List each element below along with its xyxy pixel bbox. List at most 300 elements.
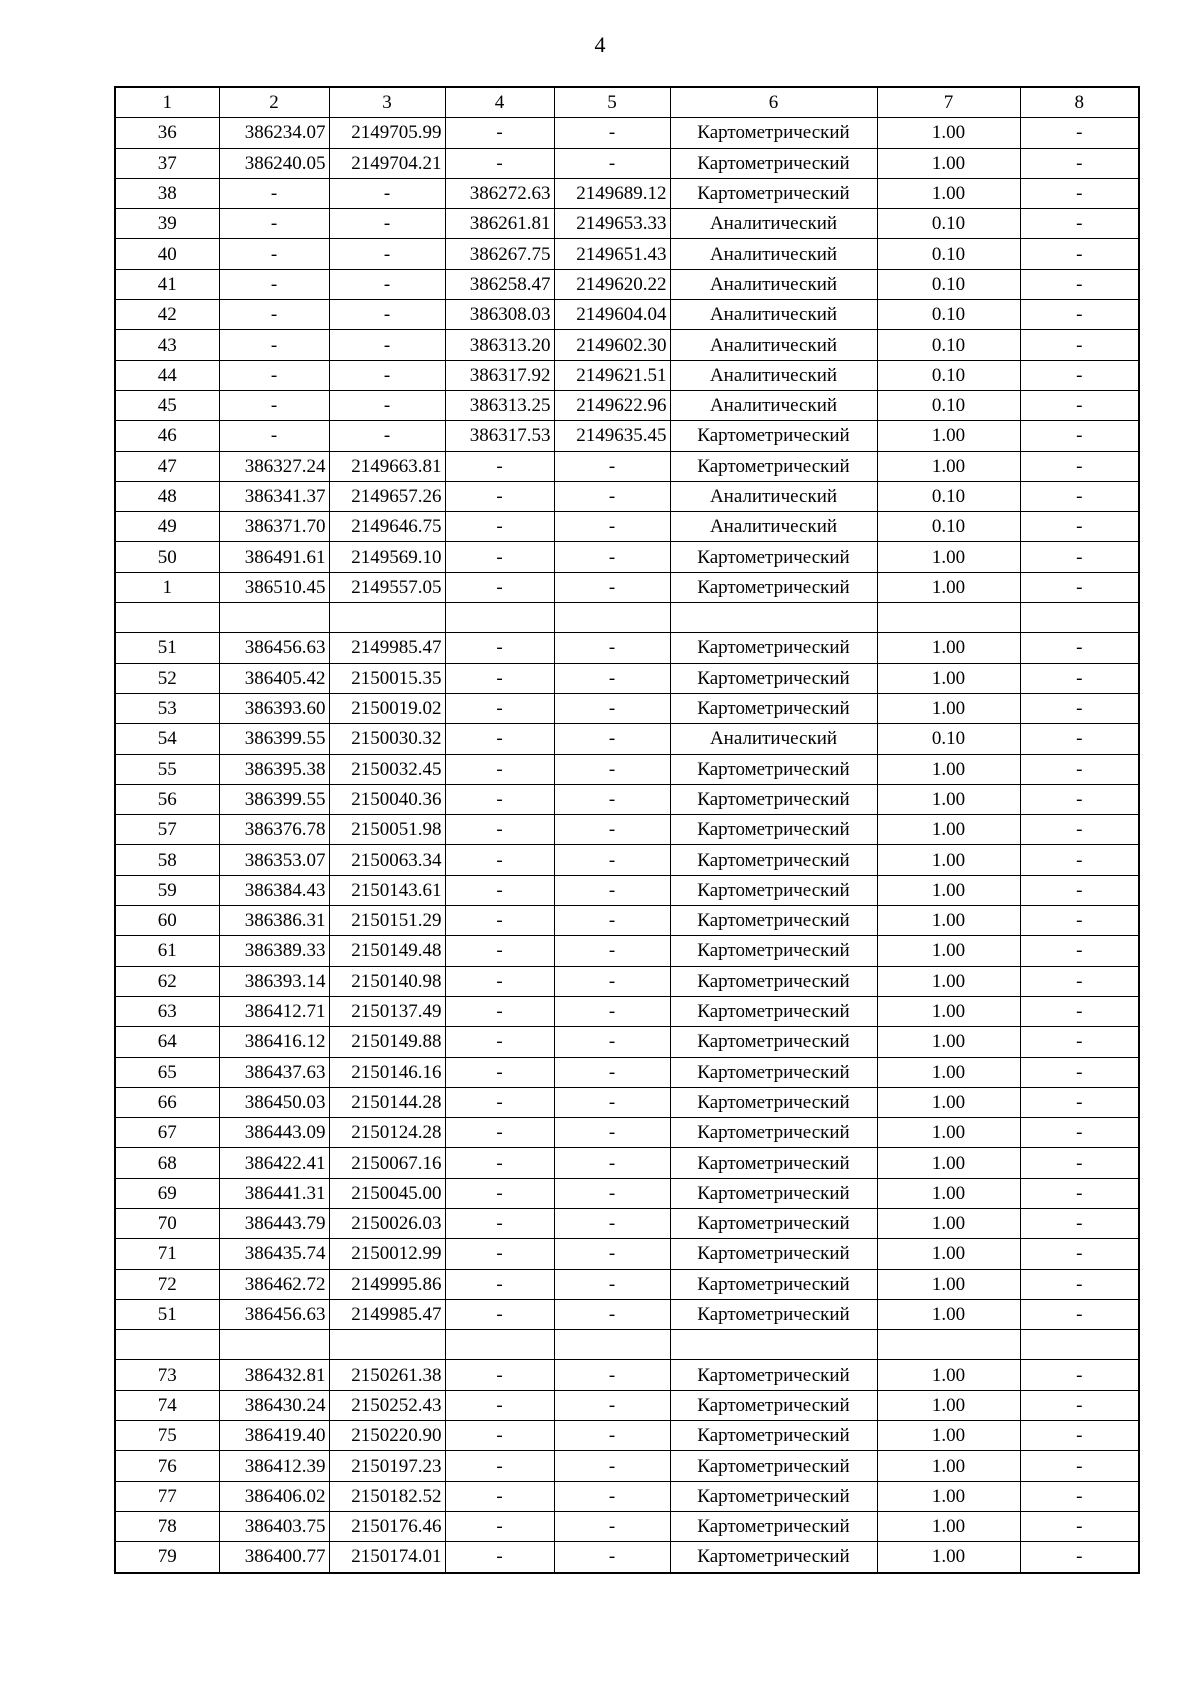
table-cell: -	[1020, 269, 1139, 299]
table-cell: Картометрический	[670, 936, 877, 966]
table-cell: -	[554, 1087, 670, 1117]
table-cell: 386240.05	[219, 148, 329, 178]
table-row	[115, 1148, 1139, 1178]
table-cell	[554, 1330, 670, 1360]
table-cell: Аналитический	[670, 300, 877, 330]
table-cell: -	[1020, 996, 1139, 1026]
table-cell	[554, 603, 670, 633]
table-cell: 386376.78	[219, 815, 329, 845]
table-cell: Картометрический	[670, 178, 877, 208]
table-cell: -	[554, 1360, 670, 1390]
table-cell: 53	[115, 693, 219, 723]
column-header: 6	[670, 87, 877, 118]
table-cell	[329, 603, 445, 633]
table-cell: -	[554, 1239, 670, 1269]
table-cell: Картометрический	[670, 754, 877, 784]
table-row	[115, 1057, 1139, 1087]
table-body	[115, 87, 1139, 1573]
table-cell: 386384.43	[219, 875, 329, 905]
table-cell: 2150176.46	[329, 1511, 445, 1541]
table-cell: 76	[115, 1451, 219, 1481]
table-cell: -	[554, 1299, 670, 1329]
table-cell: 0.10	[877, 300, 1020, 330]
table-cell: -	[554, 815, 670, 845]
table-cell	[445, 603, 554, 633]
table-cell: Картометрический	[670, 1542, 877, 1573]
table-cell: 1.00	[877, 1511, 1020, 1541]
table-row	[115, 815, 1139, 845]
table-cell: Аналитический	[670, 724, 877, 754]
table-row	[115, 239, 1139, 269]
table-cell: Картометрический	[670, 784, 877, 814]
table-cell: -	[554, 1208, 670, 1238]
table-cell: 2150174.01	[329, 1542, 445, 1573]
table-cell: 1.00	[877, 784, 1020, 814]
table-cell: -	[1020, 1087, 1139, 1117]
table-cell: -	[554, 512, 670, 542]
table-row	[115, 481, 1139, 511]
table-cell: -	[445, 906, 554, 936]
table-cell: 2150012.99	[329, 1239, 445, 1269]
table-cell: 1.00	[877, 663, 1020, 693]
table-cell: 386405.42	[219, 663, 329, 693]
table-cell: -	[329, 178, 445, 208]
table-cell: Картометрический	[670, 1148, 877, 1178]
table-cell: -	[445, 1299, 554, 1329]
table-cell: 2150019.02	[329, 693, 445, 723]
table-cell: -	[329, 269, 445, 299]
table-cell: 45	[115, 390, 219, 420]
table-cell: -	[219, 178, 329, 208]
table-cell: -	[554, 1511, 670, 1541]
table-cell: 2150143.61	[329, 875, 445, 905]
table-cell: 1.00	[877, 966, 1020, 996]
table-cell: -	[1020, 572, 1139, 602]
table-cell: 39	[115, 209, 219, 239]
table-cell: 386393.60	[219, 693, 329, 723]
table-cell: -	[1020, 1360, 1139, 1390]
table-row	[115, 118, 1139, 148]
table-cell: 50	[115, 542, 219, 572]
table-cell: -	[445, 754, 554, 784]
table-row	[115, 542, 1139, 572]
table-cell: 0.10	[877, 269, 1020, 299]
table-cell	[219, 1330, 329, 1360]
table-row	[115, 845, 1139, 875]
table-cell: 386313.20	[445, 330, 554, 360]
table-cell: 2150149.88	[329, 1027, 445, 1057]
table-row	[115, 1451, 1139, 1481]
table-header-row	[115, 87, 1139, 118]
table-cell: Картометрический	[670, 148, 877, 178]
table-cell: -	[554, 481, 670, 511]
table-cell: -	[445, 1148, 554, 1178]
table-cell: 2149604.04	[554, 300, 670, 330]
table-cell: 386462.72	[219, 1269, 329, 1299]
table-cell: -	[1020, 784, 1139, 814]
table-cell: Картометрический	[670, 542, 877, 572]
table-cell: Картометрический	[670, 1208, 877, 1238]
table-row	[115, 906, 1139, 936]
table-cell: -	[219, 390, 329, 420]
table-cell: Картометрический	[670, 906, 877, 936]
table-cell: -	[1020, 1390, 1139, 1420]
table-cell: 2149985.47	[329, 633, 445, 663]
table-cell: -	[1020, 300, 1139, 330]
table-row	[115, 451, 1139, 481]
table-cell: 44	[115, 360, 219, 390]
table-cell	[1020, 1330, 1139, 1360]
table-cell: -	[554, 936, 670, 966]
table-cell: 49	[115, 512, 219, 542]
table-cell: 64	[115, 1027, 219, 1057]
table-row	[115, 269, 1139, 299]
table-cell: -	[1020, 451, 1139, 481]
table-cell: -	[445, 693, 554, 723]
table-row	[115, 1269, 1139, 1299]
table-row	[115, 1087, 1139, 1117]
table-cell: 2149985.47	[329, 1299, 445, 1329]
table-row	[115, 1511, 1139, 1541]
table-cell: 2149569.10	[329, 542, 445, 572]
table-cell: -	[554, 118, 670, 148]
table-cell: -	[1020, 512, 1139, 542]
table-row	[115, 693, 1139, 723]
table-cell: 386432.81	[219, 1360, 329, 1390]
table-cell: 2149651.43	[554, 239, 670, 269]
table-cell: 36	[115, 118, 219, 148]
table-cell: Картометрический	[670, 1421, 877, 1451]
table-cell: -	[329, 421, 445, 451]
table-cell: Аналитический	[670, 360, 877, 390]
table-cell: 52	[115, 663, 219, 693]
table-cell: -	[1020, 421, 1139, 451]
table-cell: 2149557.05	[329, 572, 445, 602]
table-cell: -	[1020, 118, 1139, 148]
table-cell: -	[1020, 875, 1139, 905]
table-cell: -	[554, 1421, 670, 1451]
table-cell: 2150197.23	[329, 1451, 445, 1481]
table-row	[115, 148, 1139, 178]
table-row	[115, 572, 1139, 602]
table-cell: 2150220.90	[329, 1421, 445, 1451]
table-cell: -	[329, 360, 445, 390]
table-cell: 386317.53	[445, 421, 554, 451]
table-cell: 46	[115, 421, 219, 451]
table-cell: 43	[115, 330, 219, 360]
table-cell: -	[219, 421, 329, 451]
table-cell: Картометрический	[670, 663, 877, 693]
table-cell: -	[1020, 360, 1139, 390]
table-row	[115, 1542, 1139, 1573]
table-cell: 59	[115, 875, 219, 905]
table-cell: -	[445, 1057, 554, 1087]
table-cell: -	[1020, 1208, 1139, 1238]
table-cell: 386437.63	[219, 1057, 329, 1087]
table-cell: 386416.12	[219, 1027, 329, 1057]
table-cell: 2150063.34	[329, 845, 445, 875]
table-row	[115, 1421, 1139, 1451]
table-cell: -	[445, 451, 554, 481]
table-cell: Картометрический	[670, 633, 877, 663]
table-row	[115, 754, 1139, 784]
table-cell	[115, 1330, 219, 1360]
table-cell: -	[445, 966, 554, 996]
table-cell: -	[1020, 148, 1139, 178]
table-cell: -	[1020, 390, 1139, 420]
table-cell: -	[554, 845, 670, 875]
table-cell: -	[329, 330, 445, 360]
table-cell: 1.00	[877, 906, 1020, 936]
table-cell: -	[1020, 1178, 1139, 1208]
table-cell: 2149663.81	[329, 451, 445, 481]
table-cell: 2149995.86	[329, 1269, 445, 1299]
table-cell: 2150040.36	[329, 784, 445, 814]
table-row	[115, 330, 1139, 360]
table-cell: -	[554, 148, 670, 178]
table-cell: 0.10	[877, 724, 1020, 754]
table-cell: 51	[115, 1299, 219, 1329]
table-cell: 1.00	[877, 118, 1020, 148]
table-cell: -	[1020, 1239, 1139, 1269]
table-cell: 1.00	[877, 754, 1020, 784]
table-cell: 38	[115, 178, 219, 208]
table-row	[115, 996, 1139, 1026]
table-row	[115, 724, 1139, 754]
table-cell: 386419.40	[219, 1421, 329, 1451]
table-cell: -	[554, 1118, 670, 1148]
table-cell: 386395.38	[219, 754, 329, 784]
table-row	[115, 209, 1139, 239]
table-cell: 1.00	[877, 1299, 1020, 1329]
table-cell: -	[554, 724, 670, 754]
table-cell: -	[329, 209, 445, 239]
table-cell: Картометрический	[670, 118, 877, 148]
table-cell: 2150182.52	[329, 1481, 445, 1511]
table-cell: 78	[115, 1511, 219, 1541]
table-cell: Аналитический	[670, 330, 877, 360]
table-cell: Аналитический	[670, 239, 877, 269]
table-cell: -	[445, 845, 554, 875]
table-row	[115, 784, 1139, 814]
table-cell: -	[1020, 754, 1139, 784]
table-cell	[329, 1330, 445, 1360]
table-cell: -	[445, 1421, 554, 1451]
table-cell: 2149689.12	[554, 178, 670, 208]
table-cell: Картометрический	[670, 1027, 877, 1057]
table-cell	[219, 603, 329, 633]
table-cell	[670, 1330, 877, 1360]
column-header: 1	[115, 87, 219, 118]
table-cell: Картометрический	[670, 1269, 877, 1299]
table-cell: 1.00	[877, 1542, 1020, 1573]
table-cell: -	[445, 1269, 554, 1299]
table-cell: -	[554, 1451, 670, 1481]
table-cell	[877, 1330, 1020, 1360]
table-cell: -	[1020, 906, 1139, 936]
table-cell: Картометрический	[670, 1451, 877, 1481]
table-cell: -	[1020, 1027, 1139, 1057]
table-cell: 386443.09	[219, 1118, 329, 1148]
table-cell: 2149620.22	[554, 269, 670, 299]
table-cell: 2150252.43	[329, 1390, 445, 1420]
table-cell: -	[1020, 481, 1139, 511]
table-cell: 0.10	[877, 481, 1020, 511]
table-cell: Картометрический	[670, 996, 877, 1026]
table-cell: 386313.25	[445, 390, 554, 420]
table-cell: 1.00	[877, 996, 1020, 1026]
table-cell: 386412.71	[219, 996, 329, 1026]
table-row	[115, 966, 1139, 996]
table-cell: -	[554, 996, 670, 1026]
table-cell: 62	[115, 966, 219, 996]
table-cell: -	[1020, 1057, 1139, 1087]
table-cell: 47	[115, 451, 219, 481]
table-cell: Картометрический	[670, 693, 877, 723]
table-cell: -	[445, 1027, 554, 1057]
table-cell: 386308.03	[445, 300, 554, 330]
table-cell: Картометрический	[670, 815, 877, 845]
table-cell: 386491.61	[219, 542, 329, 572]
table-cell: 2150137.49	[329, 996, 445, 1026]
table-cell: 1.00	[877, 815, 1020, 845]
table-cell: 2150045.00	[329, 1178, 445, 1208]
table-cell: 67	[115, 1118, 219, 1148]
table-cell: 386371.70	[219, 512, 329, 542]
table-cell: 386341.37	[219, 481, 329, 511]
table-cell: -	[219, 300, 329, 330]
table-cell: Аналитический	[670, 481, 877, 511]
separator-row	[115, 1330, 1139, 1360]
table-cell: 386393.14	[219, 966, 329, 996]
table-cell: 386258.47	[445, 269, 554, 299]
table-cell: 1.00	[877, 693, 1020, 723]
table-row	[115, 1208, 1139, 1238]
table-cell: -	[1020, 815, 1139, 845]
table-cell: 386386.31	[219, 906, 329, 936]
table-cell: -	[1020, 1511, 1139, 1541]
table-cell: -	[554, 663, 670, 693]
table-cell: -	[554, 1178, 670, 1208]
table-cell: 1.00	[877, 421, 1020, 451]
table-cell: Картометрический	[670, 1178, 877, 1208]
table-cell: 1.00	[877, 572, 1020, 602]
table-cell: -	[445, 724, 554, 754]
table-cell: -	[445, 875, 554, 905]
table-row	[115, 633, 1139, 663]
table-cell: Картометрический	[670, 1481, 877, 1511]
table-cell: -	[554, 542, 670, 572]
table-row	[115, 663, 1139, 693]
table-cell: 2150140.98	[329, 966, 445, 996]
table-cell: -	[1020, 1451, 1139, 1481]
separator-row	[115, 603, 1139, 633]
table-cell: 2150124.28	[329, 1118, 445, 1148]
table-row	[115, 1118, 1139, 1148]
table-cell: 60	[115, 906, 219, 936]
table-cell: -	[554, 875, 670, 905]
table-cell: -	[445, 148, 554, 178]
table-cell: 1.00	[877, 1239, 1020, 1269]
table-cell: 2150032.45	[329, 754, 445, 784]
table-cell: -	[1020, 966, 1139, 996]
table-cell: -	[1020, 239, 1139, 269]
table-cell: -	[554, 451, 670, 481]
table-cell: 2150030.32	[329, 724, 445, 754]
table-cell: -	[1020, 1118, 1139, 1148]
table-cell: -	[445, 1118, 554, 1148]
table-cell: 2149646.75	[329, 512, 445, 542]
table-cell: Картометрический	[670, 966, 877, 996]
table-cell: 1.00	[877, 1027, 1020, 1057]
table-cell: -	[445, 1481, 554, 1511]
table-cell: 1.00	[877, 845, 1020, 875]
table-cell: 386450.03	[219, 1087, 329, 1117]
table-cell: 1.00	[877, 1421, 1020, 1451]
table-cell: -	[329, 300, 445, 330]
table-cell: -	[554, 906, 670, 936]
table-cell: 71	[115, 1239, 219, 1269]
table-cell: -	[445, 1542, 554, 1573]
table-cell: Картометрический	[670, 451, 877, 481]
table-cell: 41	[115, 269, 219, 299]
table-row	[115, 1027, 1139, 1057]
table-cell: 61	[115, 936, 219, 966]
table-cell: 1.00	[877, 1390, 1020, 1420]
table-cell: -	[445, 118, 554, 148]
column-header: 4	[445, 87, 554, 118]
table-cell: 386441.31	[219, 1178, 329, 1208]
table-cell: 63	[115, 996, 219, 1026]
table-cell: -	[554, 572, 670, 602]
table-cell: 0.10	[877, 512, 1020, 542]
table-cell: Аналитический	[670, 269, 877, 299]
table-cell: 2149705.99	[329, 118, 445, 148]
table-cell: -	[554, 966, 670, 996]
table-cell: 2150051.98	[329, 815, 445, 845]
table-cell: -	[445, 1360, 554, 1390]
table-cell: 0.10	[877, 239, 1020, 269]
table-cell: -	[1020, 330, 1139, 360]
table-cell: 1.00	[877, 633, 1020, 663]
table-cell: Картометрический	[670, 1239, 877, 1269]
table-cell: 2149704.21	[329, 148, 445, 178]
table-cell: -	[445, 815, 554, 845]
coordinates-table	[114, 86, 1140, 1574]
table-cell: -	[1020, 633, 1139, 663]
table-cell: Картометрический	[670, 1390, 877, 1420]
table-cell: 386353.07	[219, 845, 329, 875]
table-cell: 386403.75	[219, 1511, 329, 1541]
table-cell: 386399.55	[219, 784, 329, 814]
table-cell: 54	[115, 724, 219, 754]
table-cell: 2149621.51	[554, 360, 670, 390]
table-cell: 386510.45	[219, 572, 329, 602]
table-cell: 1.00	[877, 1269, 1020, 1299]
table-cell: -	[554, 784, 670, 814]
table-cell: -	[1020, 1299, 1139, 1329]
table-cell: 1.00	[877, 1057, 1020, 1087]
column-header: 3	[329, 87, 445, 118]
column-header: 2	[219, 87, 329, 118]
table-cell: -	[219, 239, 329, 269]
table-cell: 0.10	[877, 390, 1020, 420]
table-cell: 72	[115, 1269, 219, 1299]
table-cell: -	[554, 693, 670, 723]
table-cell: Картометрический	[670, 1087, 877, 1117]
table-cell: -	[445, 1208, 554, 1238]
table-cell: 73	[115, 1360, 219, 1390]
